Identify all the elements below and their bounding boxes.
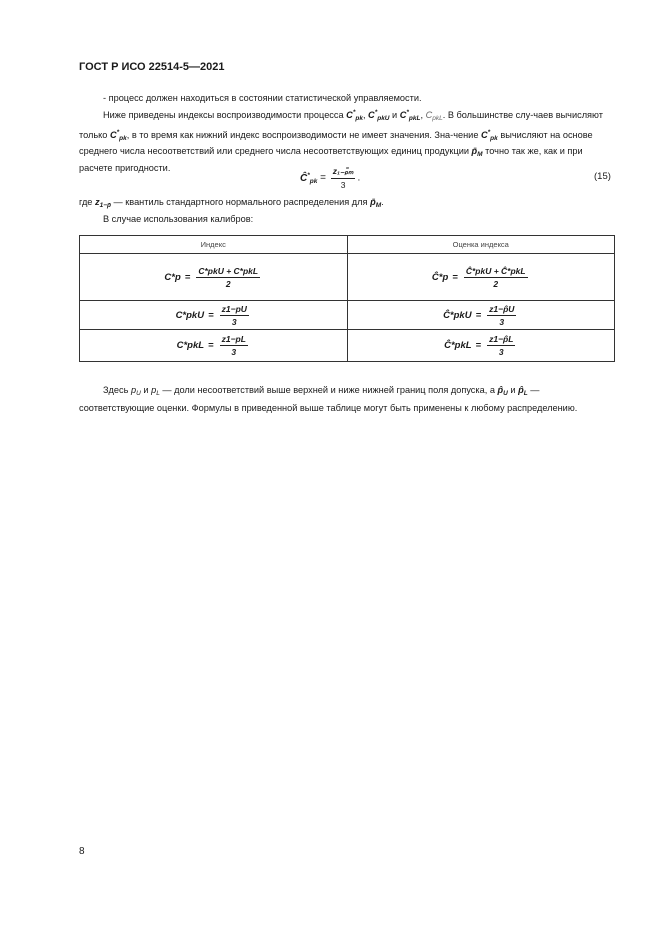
eq-fraction bbox=[331, 166, 356, 190]
note-e: — соответствующие оценки. Формулы в приведенной выше таблице могут быть применены к любому распределению. bbox=[79, 385, 578, 413]
page-number: 8 bbox=[79, 846, 85, 857]
note-b: и bbox=[143, 385, 149, 395]
row1-num: C*pkU + C*pkL bbox=[198, 265, 259, 276]
row1-est-lhs: Ĉ*p bbox=[431, 271, 449, 283]
table-header-index: Индекс bbox=[80, 236, 348, 254]
table-row: C*pkL = $\frac{z1-pL}{3}$ Ĉ*pkL = $\frac{z1-p̂L}{3}$ bbox=[80, 330, 615, 362]
row2-num: z1−pU bbox=[221, 303, 247, 314]
row1-est-den: 2 bbox=[493, 278, 499, 289]
row3-est-lhs: Ĉ*pkL bbox=[444, 340, 472, 351]
sym-cpkl: $C^*_{pkL}$ bbox=[399, 109, 421, 122]
paragraph-state bbox=[79, 92, 615, 106]
p2b-text: В большинстве слу-чаев вычисляют только bbox=[79, 110, 603, 140]
row2-lhs: C*pkU bbox=[175, 309, 205, 321]
row3-den: 3 bbox=[231, 347, 237, 357]
paragraph-note: Здесь $p_U$ и $p_L$ — доли несоответствий выше верхней и ниже нижней границ поля допуска, а $p̂_U$ и $p̂_L$ — соответствующие оценки. Формулы в приведенной выше таблице могут быть применены к любому распределению. bbox=[79, 385, 578, 413]
sym-cpk: $C^*_{pk}$ bbox=[346, 109, 363, 122]
sym-cpk-2: $C^*_{pk}$ bbox=[109, 128, 127, 142]
paragraph-where: где $z_{1-p̄}$ — квантиль стандартного нормального распределения для $p̄_M$. bbox=[79, 197, 384, 209]
calibers-table bbox=[79, 235, 615, 362]
equation-number: (15) bbox=[594, 171, 611, 182]
equation-15: $Ĉ^*_{pk}$ = $\frac{\text{z₁₋ₚ̄ₘ}}{3}$ . bbox=[300, 166, 361, 190]
table-row: C*pkU = $\frac{z1-pU}{3}$ Ĉ*pkU = $\frac{z1-p̂U}{3}$ bbox=[80, 301, 615, 330]
sym-pm: $p̄_M$ bbox=[471, 146, 483, 159]
row3-est-num: z1−p̂L bbox=[489, 334, 514, 344]
row1-den: 2 bbox=[225, 278, 231, 289]
row3-lhs: C*pkL bbox=[176, 340, 205, 351]
document-header: ГОСТ Р ИСО 22514-5—2021 bbox=[79, 61, 225, 73]
row2-est-den: 3 bbox=[499, 316, 505, 327]
note-c: — доли несоответствий выше верхней и ниже нижней границ поля допуска, а bbox=[162, 385, 495, 395]
row1-est-num: Ĉ*pkU + Ĉ*pkL bbox=[465, 265, 526, 276]
p2c-text: в то время как нижний индекс воспроизводимости не имеет значения. Зна-чение bbox=[131, 129, 479, 140]
paragraph-indices: Ниже приведены индексы воспроизводимости процесса $C^*_{pk}$, $C^*_{pkU}$ и $C^*_{pkL}$, $C_{pkL}$. В большинстве слу-чаев вычисляют только $C^*_{pk}$, в то время как нижний индекс воспроизводимости не имеет значения. Зна-чение $C^*_{pk}$ вычисляют на основе среднего числа несоответствий или среднего числа несоответствующих единиц продукции $p̄_M$ точно так же, как и при расчете пригодности. bbox=[79, 109, 603, 173]
where-a: где bbox=[79, 197, 93, 207]
row1-lhs: C*p bbox=[164, 271, 181, 283]
note-a: Здесь bbox=[103, 385, 129, 395]
eq-denominator: 3 bbox=[340, 180, 346, 190]
row2-den: 3 bbox=[231, 316, 237, 327]
where-b: — квантиль стандартного нормального распределения для bbox=[113, 197, 368, 207]
eq-numerator: z₁₋ₚ̄ₘ bbox=[331, 166, 356, 179]
row3-est-den: 3 bbox=[498, 347, 504, 357]
p2d-text: вычисляют на основе среднего числа несоответствий или среднего числа несоответствующих единиц продукции bbox=[79, 129, 593, 157]
p1-text: - процесс должен находиться в состоянии статистической управляемости. bbox=[103, 93, 422, 103]
p2e-text: точно так же, как и при расчете пригодности. bbox=[79, 146, 583, 173]
row3-num: z1−pL bbox=[221, 334, 246, 344]
sym-cpk-3: $C^*_{pk}$ bbox=[481, 128, 498, 142]
table-row: C*p = $\frac{\text{C*pkU + C*pkL}}{2}$ Ĉ*p = $\frac{\text{Ĉ*pkU + Ĉ*pkL}}{2}$ bbox=[80, 254, 615, 301]
p2a-text: Ниже приведены индексы воспроизводимости процесса bbox=[103, 110, 344, 120]
paragraph-calibers: В случае использования калибров: bbox=[103, 214, 254, 224]
row2-est-lhs: Ĉ*pkU bbox=[443, 309, 472, 321]
note-d: и bbox=[510, 385, 516, 395]
sym-cpku: $C^*_{pkU}$ bbox=[368, 109, 390, 122]
row2-est-num: z1−p̂U bbox=[489, 303, 515, 314]
table-header-estimate: Оценка индекса bbox=[347, 236, 615, 254]
